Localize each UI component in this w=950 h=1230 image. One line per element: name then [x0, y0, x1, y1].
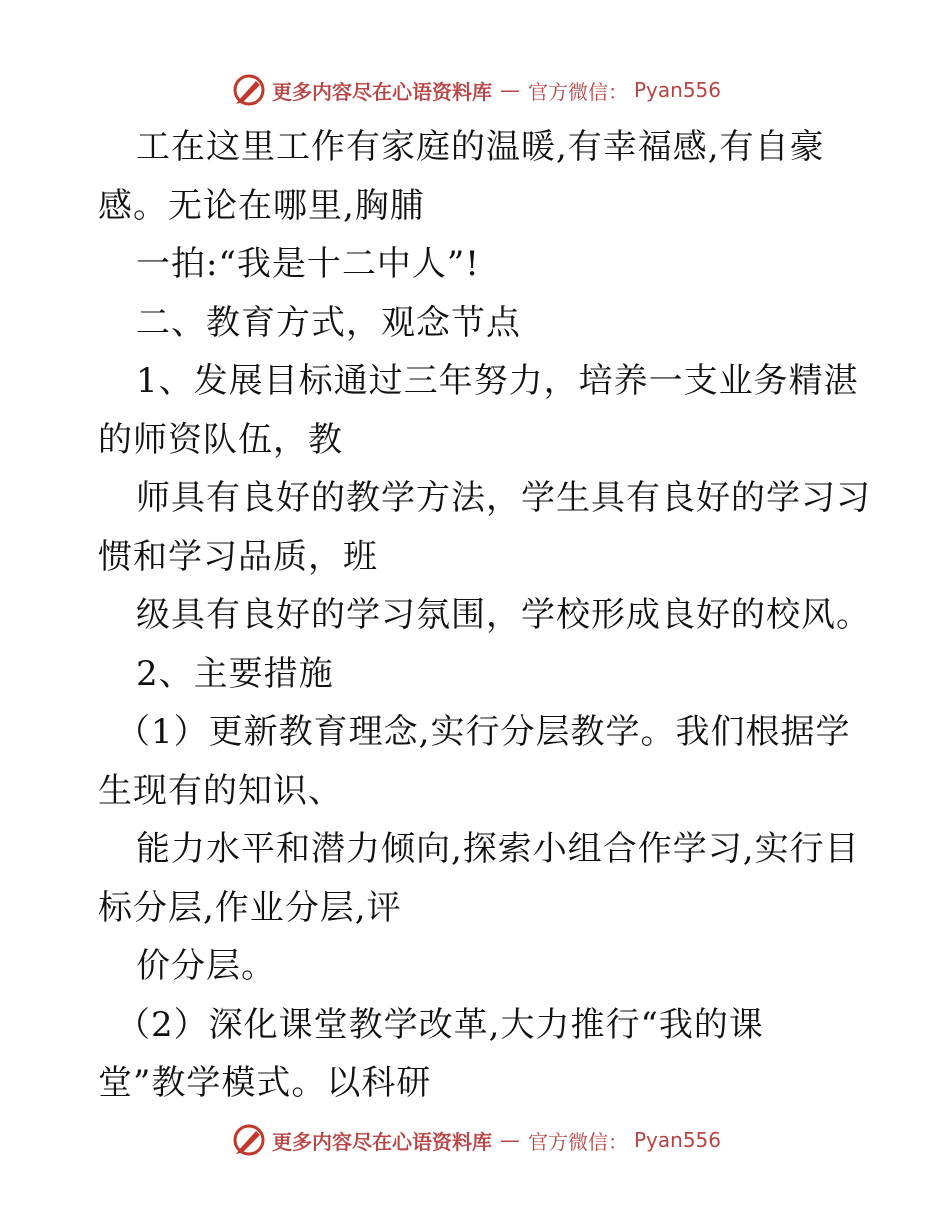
text-line: 能力水平和潜力倾向,探索小组合作学习,实行目 — [136, 829, 860, 869]
header-watermark-banner — [232, 70, 721, 110]
wechat-label: 官方微信： — [528, 79, 628, 104]
text-line: 级具有良好的学习氛围，学校形成良好的校风。 — [136, 595, 871, 635]
text-line: 价分层。 — [136, 946, 276, 986]
text-line: 一拍:“我是十二中人”! — [136, 244, 480, 284]
text-line: 1、发展目标通过三年努力，培养一支业务精湛 — [136, 361, 859, 401]
text-line: 标分层,作业分层,评 — [98, 887, 402, 928]
text-line: （2）深化课堂教学改革,大力推行“我的课 — [116, 1004, 764, 1045]
text-line: 工在这里工作有家庭的温暖,有幸福感,有自豪 — [136, 127, 825, 167]
wechat-account: Pyan556 — [634, 78, 722, 102]
text-line: （1）更新教育理念,实行分层教学。我们根据学 — [116, 712, 851, 752]
separator-dash: — — [500, 1128, 520, 1152]
pen-logo-icon — [232, 73, 266, 107]
pen-logo-icon — [232, 1123, 266, 1157]
document-body — [98, 118, 871, 1113]
text-line: 生现有的知识、 — [98, 770, 343, 811]
text-line: 惯和学习品质，班 — [98, 536, 378, 577]
wechat-label: 官方微信： — [528, 1129, 628, 1154]
site-name: 更多内容尽在心语资料库 — [272, 1129, 492, 1154]
site-name: 更多内容尽在心语资料库 — [272, 79, 492, 104]
section-heading: 二、教育方式，观念节点 — [136, 302, 521, 343]
wechat-account: Pyan556 — [634, 1128, 722, 1152]
text-line: 堂”教学模式。以科研 — [98, 1063, 432, 1103]
subsection-heading: 2、主要措施 — [136, 653, 334, 694]
footer-watermark-banner — [232, 1120, 721, 1160]
separator-dash: — — [500, 78, 520, 102]
text-line: 的师资队伍，教 — [98, 419, 343, 460]
text-line: 师具有良好的教学方法，学生具有良好的学习习 — [136, 478, 871, 518]
text-line: 感。无论在哪里,胸脯 — [98, 185, 425, 226]
